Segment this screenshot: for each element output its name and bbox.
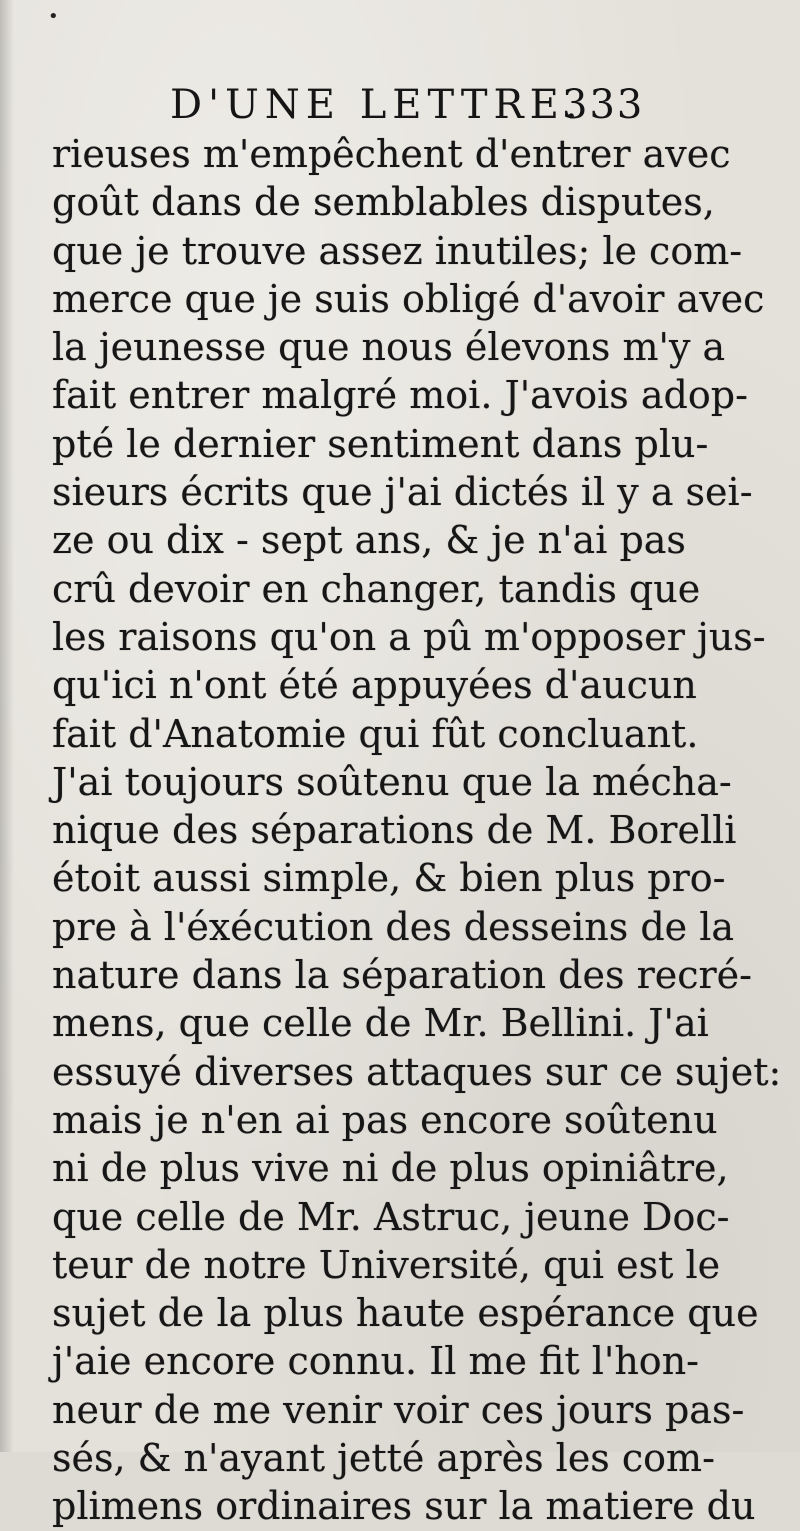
body-text: [52, 130, 782, 1531]
text-line: sés, & n'ayant jetté après les com-: [52, 1436, 715, 1481]
text-line: pté le dernier sentiment dans plu-: [52, 421, 709, 466]
text-line: teur de notre Université, qui est le: [52, 1242, 721, 1287]
text-line: mais je n'en ai pas encore soûtenu: [52, 1097, 718, 1142]
text-line: essuyé diverses attaques sur ce sujet:: [52, 1049, 782, 1094]
text-line: nature dans la séparation des recré-: [52, 953, 752, 998]
text-line: j'aie encore connu. Il me fit l'hon-: [52, 1339, 700, 1384]
text-line: fait d'Anatomie qui fût concluant.: [52, 711, 699, 756]
text-line: plimens ordinaires sur la matiere du: [52, 1484, 756, 1529]
text-line: les raisons qu'on a pû m'opposer jus-: [52, 614, 766, 659]
text-line: que je trouve assez inutiles; le com-: [52, 228, 743, 273]
text-line: crû devoir en changer, tandis que: [52, 566, 701, 611]
text-line: sujet de la plus haute espérance que: [52, 1291, 759, 1336]
text-line: que celle de Mr. Astruc, jeune Doc-: [52, 1194, 730, 1239]
text-line: la jeunesse que nous élevons m'y a: [52, 325, 726, 370]
page-number: 333: [562, 82, 645, 128]
print-mark: •: [48, 6, 59, 27]
text-line: ni de plus vive ni de plus opiniâtre,: [52, 1146, 729, 1191]
running-head: D'UNE LETTRE.: [170, 82, 584, 128]
text-line: pre à l'éxécution des desseins de la: [52, 904, 735, 949]
text-line: rieuses m'empêchent d'entrer avec: [52, 132, 731, 176]
text-line: sieurs écrits que j'ai dictés il y a sei-: [52, 470, 753, 515]
text-line: ze ou dix - sept ans, & je n'ai pas: [52, 518, 686, 563]
text-line: qu'ici n'ont été appuyées d'aucun: [52, 663, 697, 708]
page-gutter-shadow: [0, 0, 14, 1452]
text-line: J'ai toujours soûtenu que la mécha-: [52, 759, 732, 804]
text-line: nique des séparations de M. Borelli: [52, 808, 737, 853]
text-line: merce que je suis obligé d'avoir avec: [52, 276, 765, 321]
text-line: neur de me venir voir ces jours pas-: [52, 1387, 745, 1432]
text-line: goût dans de semblables disputes,: [52, 180, 715, 225]
text-line: mens, que celle de Mr. Bellini. J'ai: [52, 1001, 709, 1046]
text-line: fait entrer malgré moi. J'avois adop-: [52, 373, 748, 418]
text-line: étoit aussi simple, & bien plus pro-: [52, 856, 726, 901]
